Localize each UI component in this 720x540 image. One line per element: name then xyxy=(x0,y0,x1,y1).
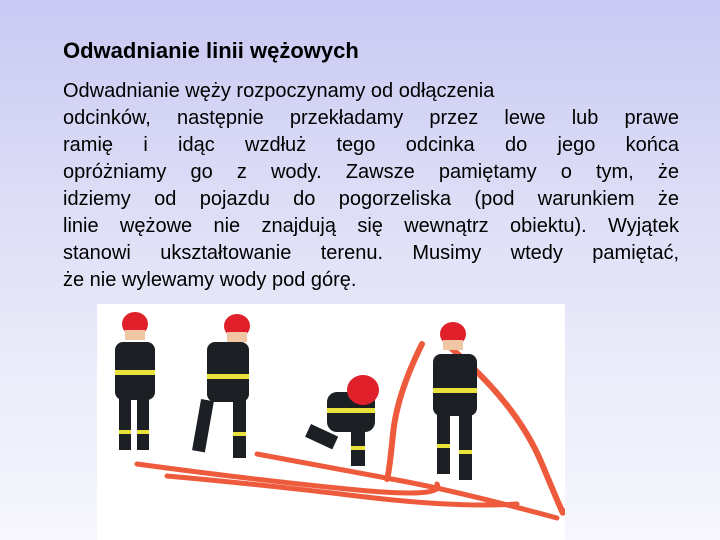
firefighters-photo xyxy=(97,304,565,540)
body-line: odcinków, następnie przekładamy przez lewe lub prawe xyxy=(63,107,679,129)
slide-title: Odwadnianie linii wężowych xyxy=(63,38,359,63)
body-line: opróżniamy go z wody. Zawsze pamiętamy o tym, że xyxy=(63,161,679,183)
firefighter xyxy=(192,314,250,458)
body-paragraph xyxy=(63,78,679,294)
body-line: Odwadnianie węży rozpoczynamy od odłączenia xyxy=(63,80,495,102)
firefighter xyxy=(433,322,477,480)
body-line: ramię i idąc wzdłuż tego odcinka do jego końca xyxy=(63,134,679,156)
body-line: stanowi ukształtowanie terenu. Musimy wtedy pamiętać, xyxy=(63,242,679,264)
body-line: idziemy od pojazdu do pogorzeliska (pod warunkiem że xyxy=(63,188,679,210)
hose xyxy=(387,344,422,479)
body-line: że nie wylewamy wody pod górę. xyxy=(63,269,357,291)
body-line: linie wężowe nie znajdują się wewnątrz obiektu). Wyjątek xyxy=(63,215,679,237)
firefighter xyxy=(115,312,155,450)
firefighter xyxy=(305,375,379,466)
